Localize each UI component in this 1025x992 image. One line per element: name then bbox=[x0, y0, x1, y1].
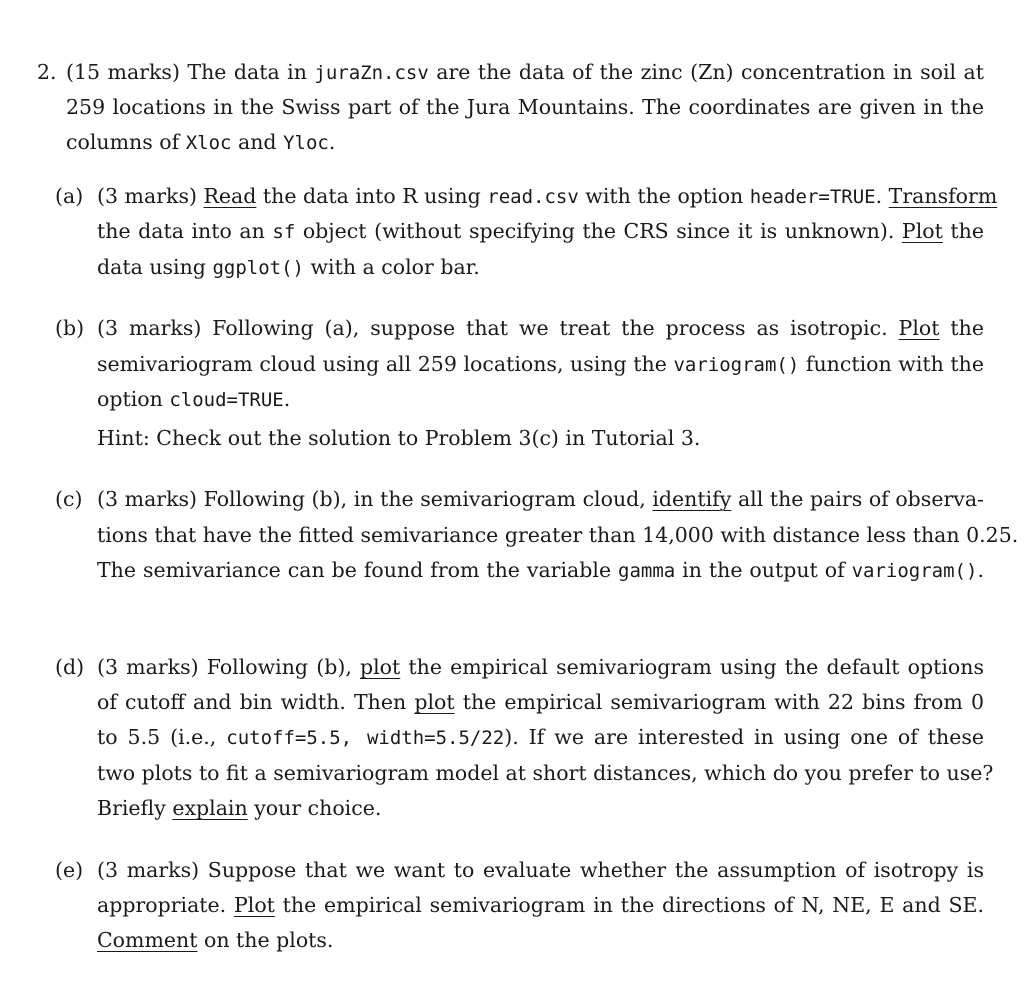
underlined-verb: Plot bbox=[901, 219, 943, 243]
part-d-line-4: two plots to fit a semivariogram model at short distances, which do you prefer to use? bbox=[97, 761, 994, 785]
part-c-line-3: The semivariance can be found from the variable gamma in the output of variogram(). bbox=[97, 558, 984, 582]
part-label: (a) bbox=[55, 184, 84, 208]
part-b-line-3: option cloud=TRUE. bbox=[97, 387, 291, 411]
underlined-verb: identify bbox=[652, 487, 732, 511]
part-label: (c) bbox=[55, 487, 83, 511]
part-label: (d) bbox=[55, 655, 85, 679]
part-b-line-2: semivariogram cloud using all 259 locations, using the variogram() function with the bbox=[97, 352, 984, 376]
underlined-verb: plot bbox=[414, 690, 455, 714]
underlined-verb: Read bbox=[203, 184, 257, 208]
inline-code: Xloc bbox=[185, 132, 232, 154]
underlined-verb: plot bbox=[359, 655, 401, 679]
part-e-line-1: (3 marks) Suppose that we want to evaluate whether the assumption of isotropy is bbox=[97, 858, 984, 882]
question-intro-line-2: 259 locations in the Swiss part of the Jura Mountains. The coordinates are given in the bbox=[66, 95, 984, 119]
part-d-line-2: of cutoff and bin width. Then plot the empirical semivariogram with 22 bins from 0 bbox=[97, 690, 984, 714]
underlined-verb: Comment bbox=[97, 928, 198, 952]
inline-code: ggplot() bbox=[212, 257, 304, 279]
inline-code: read.csv bbox=[487, 186, 579, 208]
question-number: 2. bbox=[37, 60, 57, 84]
part-e-line-2: appropriate. Plot the empirical semivariogram in the directions of N, NE, E and SE. bbox=[97, 893, 984, 917]
inline-code: gamma bbox=[618, 560, 676, 582]
inline-code: juraZn.csv bbox=[314, 62, 429, 84]
part-e-line-3: Comment on the plots. bbox=[97, 928, 334, 952]
question-intro-line-1: (15 marks) The data in juraZn.csv are the data of the zinc (Zn) concentration in soil at bbox=[66, 60, 984, 84]
underlined-verb: Plot bbox=[233, 893, 275, 917]
underlined-verb: Transform bbox=[888, 184, 998, 208]
inline-code: sf bbox=[272, 221, 296, 243]
part-c-line-2: tions that have the fitted semivariance greater than 14,000 with distance less than 0.25. bbox=[97, 523, 1019, 547]
underlined-verb: explain bbox=[172, 796, 248, 820]
inline-code: cloud=TRUE bbox=[169, 389, 284, 411]
part-b-line-1: (3 marks) Following (a), suppose that we treat the process as isotropic. Plot the bbox=[97, 316, 984, 340]
part-c-line-1: (3 marks) Following (b), in the semivariogram cloud, identify all the pairs of observa- bbox=[97, 487, 984, 511]
inline-code: header=TRUE bbox=[749, 186, 876, 208]
inline-code: cutoff=5.5, width=5.5/22 bbox=[226, 727, 505, 749]
part-d-line-5: Briefly explain your choice. bbox=[97, 796, 382, 820]
part-a-line-3: data using ggplot() with a color bar. bbox=[97, 255, 480, 279]
question-intro-line-3: columns of Xloc and Yloc. bbox=[66, 130, 336, 154]
part-label: (e) bbox=[55, 858, 84, 882]
underlined-verb: Plot bbox=[898, 316, 940, 340]
part-a-line-2: the data into an sf object (without specifying the CRS since it is unknown). Plot the bbox=[97, 219, 984, 243]
inline-code: variogram() bbox=[851, 560, 978, 582]
inline-code: Yloc bbox=[283, 132, 329, 154]
part-d-line-3: to 5.5 (i.e., cutoff=5.5, width=5.5/22). If we are interested in using one of these bbox=[97, 725, 984, 749]
part-b-hint: Hint: Check out the solution to Problem 3(c) in Tutorial 3. bbox=[97, 426, 701, 450]
part-label: (b) bbox=[55, 316, 85, 340]
part-a-line-1: (3 marks) Read the data into R using read.csv with the option header=TRUE. Transform bbox=[97, 184, 998, 208]
part-d-line-1: (3 marks) Following (b), plot the empirical semivariogram using the default options bbox=[97, 655, 984, 679]
inline-code: variogram() bbox=[673, 354, 800, 376]
